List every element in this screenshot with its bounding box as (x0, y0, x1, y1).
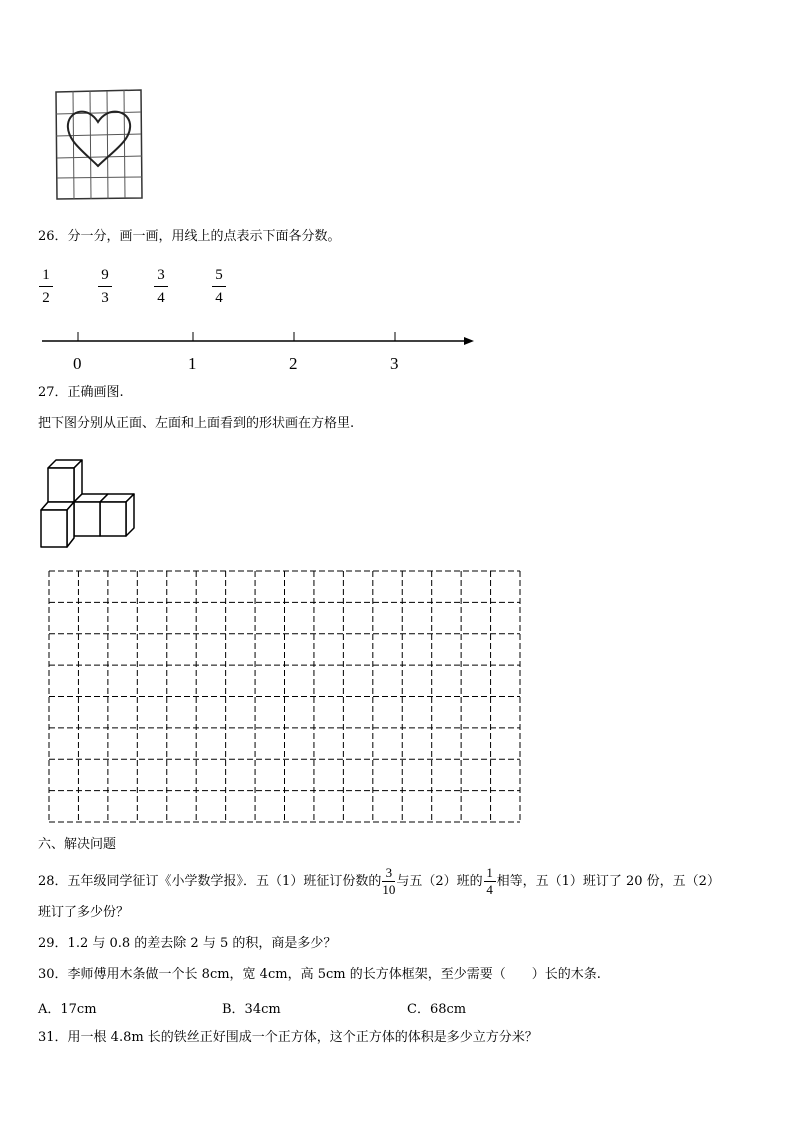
fraction-2 (98, 266, 112, 307)
question-30-prompt: 30．李师傅用木条做一个长 8cm，宽 4cm，高 5cm 的长方体框架，至少需要（ ）长的木条. (38, 967, 601, 982)
question-28-fraction-1 (382, 866, 395, 897)
number-line-label-2: 2 (289, 354, 298, 373)
fraction-2-denominator: 3 (101, 290, 109, 306)
fraction-1-denominator: 2 (42, 290, 50, 306)
fraction-3 (154, 266, 168, 307)
cube-stack-figure (38, 456, 138, 552)
question-28-fraction-1-denominator: 10 (382, 882, 396, 897)
fraction-1 (39, 266, 53, 307)
fraction-1-numerator: 1 (42, 267, 50, 283)
question-28-fraction-2 (484, 866, 496, 897)
fraction-2-numerator: 9 (101, 267, 109, 283)
number-line-label-0: 0 (73, 354, 82, 373)
number-line (38, 328, 478, 352)
question-28-line2: 班订了多少份？ (38, 905, 130, 920)
number-line-label-3: 3 (390, 354, 399, 373)
question-28-fraction-2-denominator: 4 (486, 882, 493, 897)
heart-grid-figure (54, 88, 144, 202)
question-28 (38, 866, 720, 897)
question-30-option-c: C．68cm (407, 1002, 467, 1017)
question-28-part1: 28．五年级同学征订《小学数学报》．五（1）班征订份数的 (38, 874, 382, 889)
question-28-part2: 与五（2）班的 (396, 874, 483, 889)
fraction-4 (212, 266, 226, 307)
fraction-4-numerator: 5 (215, 267, 223, 283)
question-27-title: 27．正确画图. (38, 385, 124, 400)
fraction-4-denominator: 4 (215, 290, 223, 306)
number-line-label-1: 1 (188, 354, 197, 373)
fraction-3-denominator: 4 (157, 290, 165, 306)
answer-grid (48, 570, 522, 824)
question-27-prompt: 把下图分别从正面、左面和上面看到的形状画在方格里. (38, 416, 355, 431)
question-29: 29．1.2 与 0.8 的差去除 2 与 5 的积，商是多少？ (38, 936, 337, 951)
question-30-option-a: A．17cm (38, 1002, 97, 1017)
question-31: 31．用一根 4.8m 长的铁丝正好围成一个正方体，这个正方体的体积是多少立方分米？ (38, 1030, 538, 1045)
question-28-part3: 相等，五（1）班订了 20 份，五（2） (496, 874, 720, 889)
section-6-heading: 六、解决问题 (38, 837, 117, 852)
question-26-prompt: 26．分一分，画一画，用线上的点表示下面各分数。 (38, 229, 341, 244)
question-28-fraction-2-numerator: 1 (486, 865, 493, 880)
question-30-option-b: B．34cm (222, 1002, 281, 1017)
question-28-fraction-1-numerator: 3 (385, 865, 393, 880)
fraction-3-numerator: 3 (157, 267, 165, 283)
